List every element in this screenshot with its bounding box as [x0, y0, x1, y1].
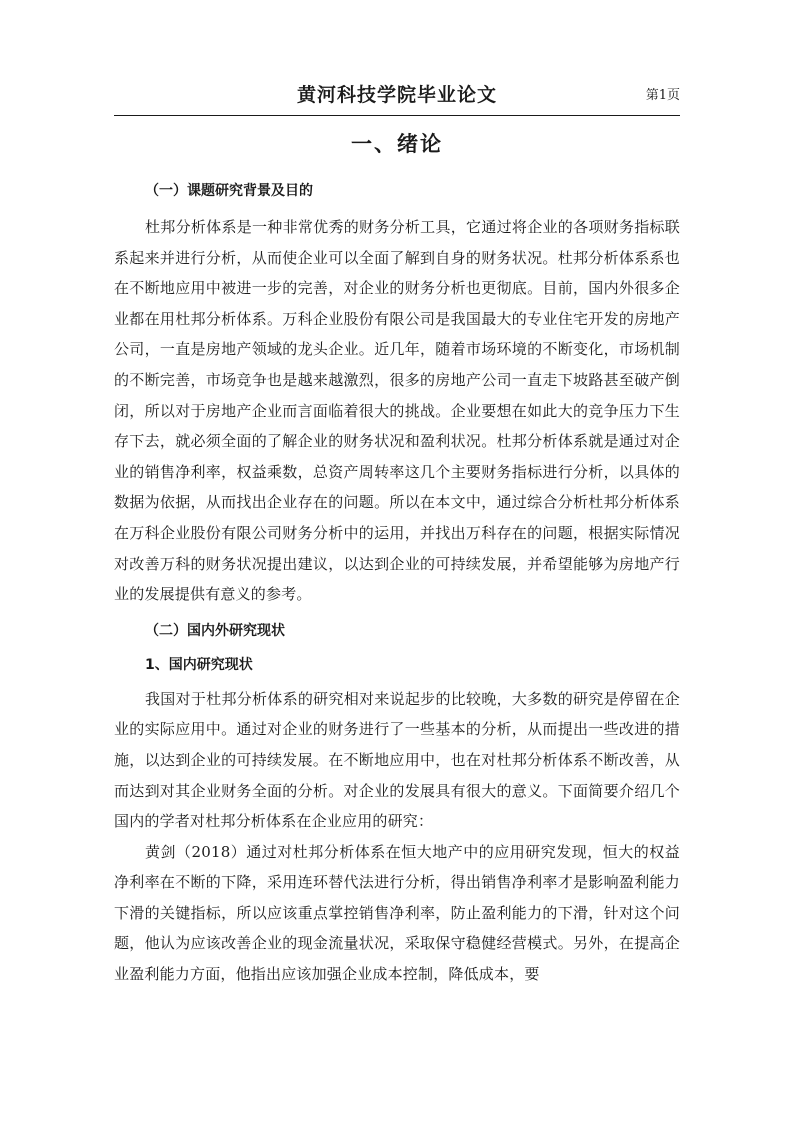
- subsection-title-domestic: 1、国内研究现状: [145, 656, 253, 673]
- paragraph-huang-jian: 黄剑（2018）通过对杜邦分析体系在恒大地产中的应用研究发现，恒大的权益净利率在不断的下降，采用连环替代法进行分析，得出销售净利率才是影响盈利能力下滑的关键指标，所以应该重点掌控销售净利率，防止盈利能力的下滑，针对这个问题，他认为应该改善企业的现金流量状况，采取保守稳健经营模式。另外，在提高企业盈利能力方面，他指出应该加强企业成本控制，降低成本，要: [114, 842, 680, 984]
- paragraph-domestic-overview: 我国对于杜邦分析体系的研究相对来说起步的比较晚，大多数的研究是停留在企业的实际应用中。通过对企业的财务进行了一些基本的分析，从而提出一些改进的措施，以达到企业的可持续发展。在不断地应用中，也在对杜邦分析体系不断改善，从而达到对其企业财务全面的分析。对企业的发展具有很大的意义。下面简要介绍几个国内的学者对杜邦分析体系在企业应用的研究：: [114, 689, 680, 831]
- paragraph-background: 杜邦分析体系是一种非常优秀的财务分析工具，它通过将企业的各项财务指标联系起来并进行分析，从而使企业可以全面了解到自身的财务状况。杜邦分析体系系也在不断地应用中被进一步的完善，对企业的财务分析也更彻底。目前，国内外很多企业都在用杜邦分析体系。万科企业股份有限公司是我国最大的专业住宅开发的房地产公司，一直是房地产领域的龙头企业。近几年，随着市场环境的不断变化，市场机制的不断完善，市场竞争也是越来越激烈，很多的房地产公司一直走下坡路甚至破产倒闭，所以对于房地产企业而言面临着很大的挑战。企业要想在如此大的竞争压力下生存下去，就必须全面的了解企业的财务状况和盈利状况。杜邦分析体系就是通过对企业的销售净利率，权益乘数，总资产周转率这几个主要财务指标进行分析，以具体的数据为依据，从而找出企业存在的问题。所以在本文中，通过综合分析杜邦分析体系在万科企业股份有限公司财务分析中的运用，并找出万科存在的问题，根据实际情况对改善万科的财务状况提出建议，以达到企业的可持续发展，并希望能够为房地产行业的发展提供有意义的参考。: [114, 218, 680, 604]
- page-number: 第1页: [645, 88, 680, 103]
- page-body: [114, 124, 680, 990]
- header-title: 黄河科技学院毕业论文: [296, 84, 497, 106]
- header-rule: [114, 115, 680, 116]
- running-header: [114, 78, 680, 116]
- section-title-background: （一）课题研究背景及目的: [145, 183, 313, 199]
- section-title-research-status: （二）国内外研究现状: [145, 622, 285, 639]
- chapter-title: 一、绪论: [351, 132, 443, 156]
